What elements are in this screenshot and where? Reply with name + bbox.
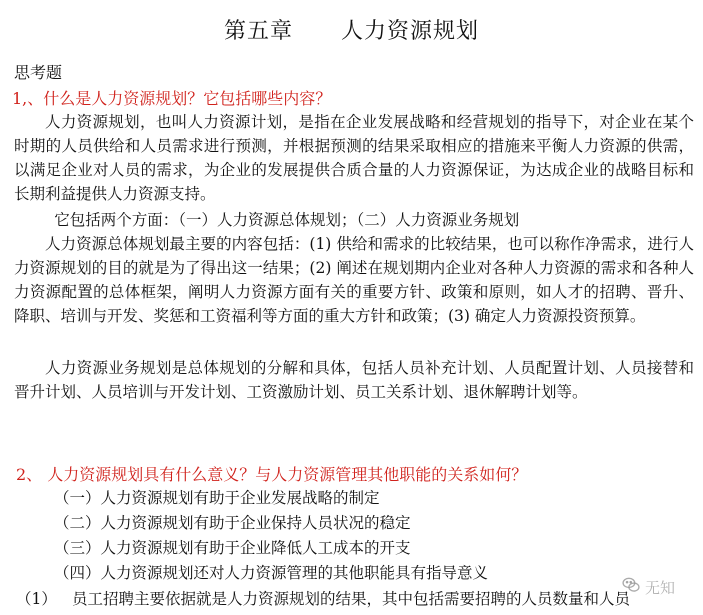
question-2: 2、 人力资源规划具有什么意义？与人力资源管理其他职能的关系如何？ (16, 465, 528, 484)
q2-item-text: 人力资源规划还对人力资源管理的其他职能具有指导意义 (100, 564, 489, 582)
q2-item-1 (54, 486, 380, 508)
q2-item-4 (54, 561, 488, 583)
q1-paragraph-2: 它包括两个方面：（一）人力资源总体规划；（二）人力资源业务规划 (54, 211, 520, 229)
q1-paragraph-3: 人力资源总体规划最主要的内容包括：(1) 供给和需求的比较结果，也可以称作净需求，进行人力资源规划的目的就是为了得出这一结果；(2) 阐述在规划期内企业对各种人力资源的需求和各种人力资源配置的总体框架，阐明人力资源方面有关的重要方针、政策和原则，如人才的招聘、晋升、降职、培训与开发、奖惩和工资福利等方面的重大方针和政策；(3) 确定人力资源投资预算。 (14, 235, 694, 325)
q2-item-2 (54, 511, 411, 533)
q1-paragraph-4: 人力资源业务规划是总体规划的分解和具体，包括人员补充计划、人员配置计划、人员接替和晋升计划、人员培训与开发计划、工资激励计划、员工关系计划、退休解聘计划等。 (14, 359, 694, 401)
wechat-logo-icon (621, 575, 641, 599)
q2-item-number: （二） (54, 514, 101, 532)
q2-item-text: 人力资源规划有助于企业保持人员状况的稳定 (100, 514, 411, 532)
chapter-title: 第五章 人力资源规划 (224, 19, 479, 44)
q2-subitem-number: （1） (16, 590, 57, 608)
q2-item-number: （四） (54, 564, 101, 582)
question-1: 1,、什么是人力资源规划？它包括哪些内容？ (12, 89, 332, 108)
q2-item-text: 人力资源规划有助于企业发展战略的制定 (100, 489, 380, 507)
q2-item-number: （三） (54, 539, 101, 557)
q2-item-3 (54, 536, 411, 558)
watermark-text: 无知 (644, 578, 675, 597)
q2-subitem-text: 员工招聘主要依据就是人力资源规划的结果，其中包括需要招聘的人员数量和人员 (72, 590, 631, 608)
section-heading: 思考题 (14, 63, 63, 82)
watermark (621, 575, 675, 599)
q2-subitem-1 (16, 587, 630, 609)
q2-item-number: （一） (54, 489, 101, 507)
q2-item-text: 人力资源规划有助于企业降低人工成本的开支 (100, 539, 411, 557)
q1-paragraph-1: 人力资源规划，也叫人力资源计划，是指在企业发展战略和经营规划的指导下，对企业在某个时期的人员供给和人员需求进行预测，并根据预测的结果采取相应的措施来平衡人力资源的供需，以满足企业对人员的需求，为企业的发展提供合质合量的人力资源保证，为达成企业的战略目标和长期利益提供人力资源支持。 (14, 113, 694, 203)
